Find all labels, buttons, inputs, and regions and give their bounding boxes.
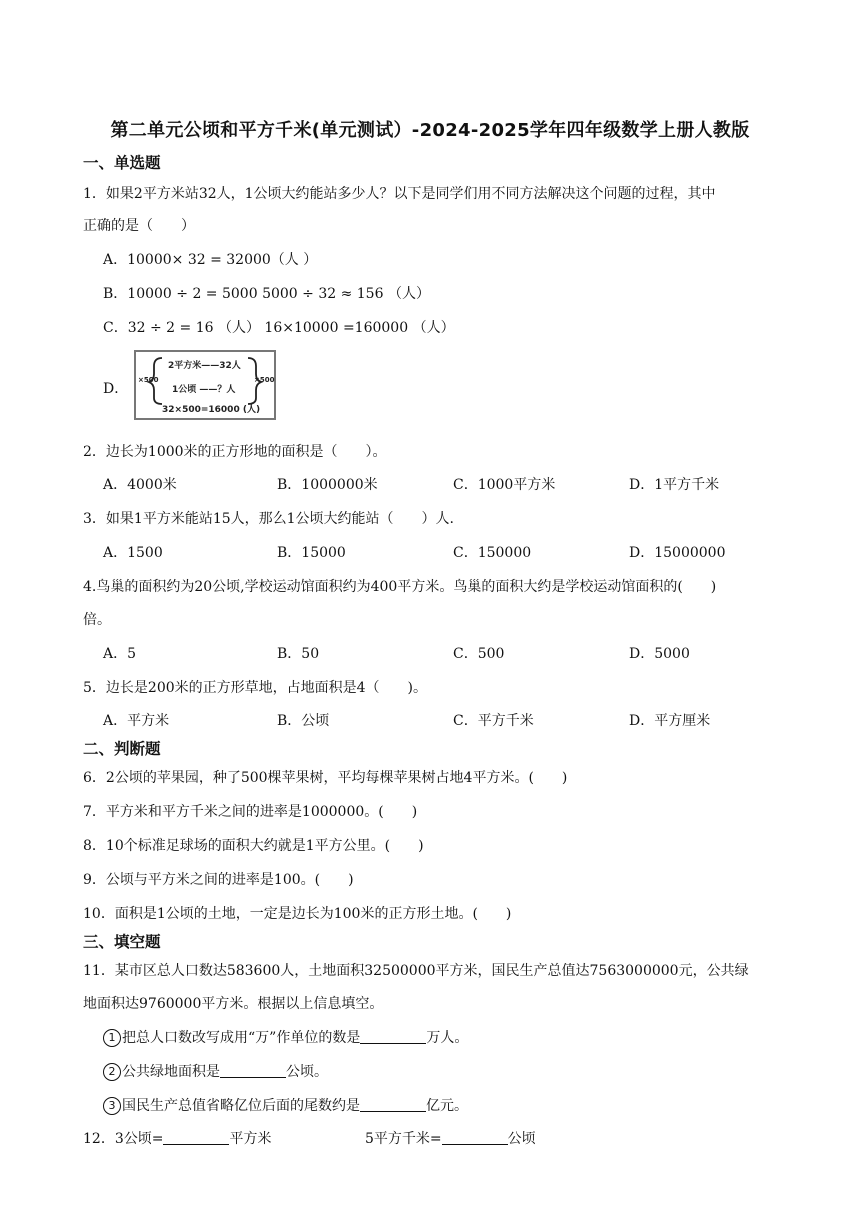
q12-b-unit: 公顷 — [507, 1131, 536, 1147]
question-1-option-a: A．10000× 32 = 32000（人 ） — [103, 252, 318, 268]
answer-blank-11-1[interactable] — [360, 1029, 426, 1044]
question-4-stem-cont: 倍。 — [83, 612, 111, 628]
q12-b-text: 5平方千米= — [365, 1131, 442, 1147]
question-4-option-c: C．500 — [453, 646, 505, 662]
question-1-stem-cont: 正确的是（ ） — [83, 218, 195, 234]
question-4-option-b: B．50 — [277, 646, 320, 662]
sub-2-unit: 公顷。 — [286, 1064, 328, 1080]
question-3-option-b: B．15000 — [277, 545, 346, 561]
page-title: 第二单元公顷和平方千米(单元测试）-2024-2025学年四年级数学上册人教版 — [110, 120, 750, 141]
circled-number-1: 1 — [103, 1029, 121, 1047]
answer-blank-11-3[interactable] — [360, 1097, 426, 1112]
sub-1-unit: 万人。 — [426, 1030, 469, 1046]
section-heading-true-false: 二、判断题 — [83, 740, 161, 758]
question-3-stem: 3．如果1平方米能站15人，那么1公顷大约能站（ ）人. — [83, 511, 454, 527]
question-5-option-c: C．平方千米 — [453, 713, 534, 729]
section-heading-single-choice: 一、单选题 — [83, 154, 161, 172]
q12-a-text: 12．3公顷= — [83, 1131, 164, 1147]
circled-number-2: 2 — [103, 1063, 121, 1081]
multiplier-right: ×500 — [254, 376, 275, 384]
question-9: 9．公顷与平方米之间的进率是100。( ) — [83, 872, 354, 888]
question-10: 10．面积是1公顷的土地，一定是边长为100米的正方形土地。( ) — [83, 906, 512, 922]
handwritten-row-3: 32×500=16000 (人) — [162, 405, 261, 415]
sub-3-text: 国民生产总值省略亿位后面的尾数约是 — [122, 1098, 360, 1114]
question-2-option-d: D．1平方千米 — [629, 477, 720, 493]
question-6: 6．2公顷的苹果园，种了500棵苹果树，平均每棵苹果树占地4平方米。( ) — [83, 770, 568, 786]
question-2-stem: 2．边长为1000米的正方形地的面积是（ ）。 — [83, 444, 387, 460]
question-11-sub-2 — [103, 1061, 328, 1081]
answer-blank-11-2[interactable] — [220, 1063, 286, 1078]
handwritten-row-2: 1公顷 ——？人 — [172, 385, 236, 395]
question-11-sub-1 — [103, 1027, 468, 1047]
multiplier-left: ×500 — [138, 376, 159, 384]
handwritten-row-1: 2平方米——32人 — [168, 361, 241, 371]
question-12-part-a — [83, 1128, 271, 1148]
question-5-option-a: A．平方米 — [103, 713, 170, 729]
question-11-stem: 11．某市区总人口数达583600人，土地面积32500000平方米，国民生产总值达7563000000元，公共绿 — [83, 963, 749, 979]
q12-a-unit: 平方米 — [229, 1131, 272, 1147]
question-3-option-a: A．1500 — [103, 545, 163, 561]
sub-1-text: 把总人口数改写成用“万”作单位的数是 — [122, 1030, 361, 1046]
question-1-stem: 1．如果2平方米站32人，1公顷大约能站多少人？以下是同学们用不同方法解决这个问题的过程，其中 — [83, 186, 716, 202]
answer-blank-12-b[interactable] — [442, 1130, 508, 1145]
circled-number-3: 3 — [103, 1097, 121, 1115]
question-3-option-c: C．150000 — [453, 545, 532, 561]
answer-blank-12-a[interactable] — [163, 1130, 229, 1145]
question-2-option-b: B．1000000米 — [277, 477, 378, 493]
question-3-option-d: D．15000000 — [629, 545, 726, 561]
question-2-option-c: C．1000平方米 — [453, 477, 556, 493]
question-5-stem: 5．边长是200米的正方形草地，占地面积是4（ )。 — [83, 680, 427, 696]
question-7: 7．平方米和平方千米之间的进率是1000000。( ) — [83, 804, 418, 820]
sub-2-text: 公共绿地面积是 — [122, 1064, 220, 1080]
question-5-option-d: D．平方厘米 — [629, 713, 711, 729]
question-11-sub-3 — [103, 1095, 468, 1115]
sub-3-unit: 亿元。 — [426, 1098, 468, 1114]
question-11-stem-cont: 地面积达9760000平方米。根据以上信息填空。 — [83, 996, 384, 1012]
question-1-option-d: D． — [103, 381, 129, 397]
question-4-option-a: A．5 — [103, 646, 137, 662]
question-1-option-d-image — [134, 350, 276, 420]
question-8: 8．10个标准足球场的面积大约就是1平方公里。( ) — [83, 838, 424, 854]
question-1-option-c: C．32 ÷ 2 = 16 （人） 16×10000 =160000 （人） — [103, 320, 455, 336]
question-12-part-b — [365, 1128, 536, 1148]
question-5-option-b: B．公顷 — [277, 713, 330, 729]
question-2-option-a: A．4000米 — [103, 477, 177, 493]
question-4-option-d: D．5000 — [629, 646, 690, 662]
question-1-option-b: B．10000 ÷ 2 = 5000 5000 ÷ 32 ≈ 156 （人） — [103, 286, 430, 302]
question-4-stem: 4.鸟巢的面积约为20公顷,学校运动馆面积约为400平方米。鸟巢的面积大约是学校运动馆面积的( ) — [83, 579, 717, 595]
section-heading-fill-in: 三、填空题 — [83, 933, 161, 951]
